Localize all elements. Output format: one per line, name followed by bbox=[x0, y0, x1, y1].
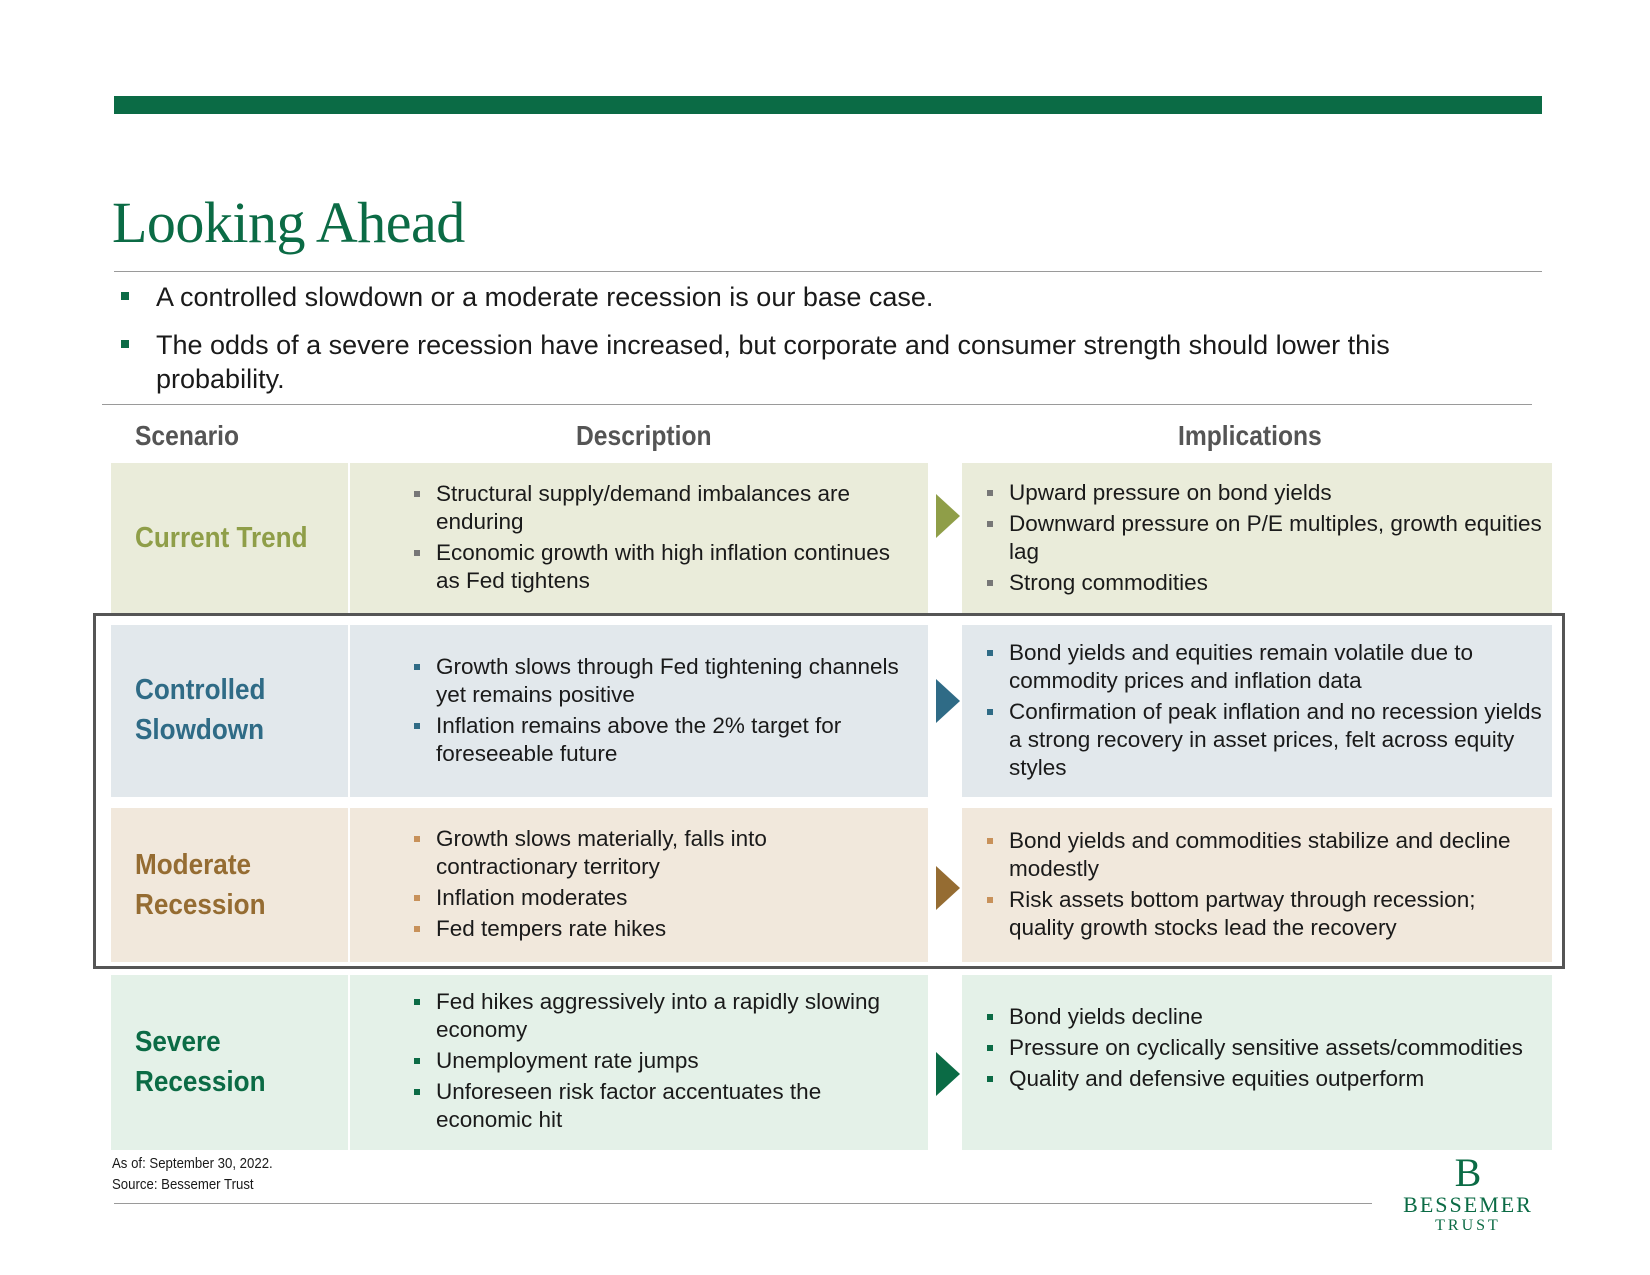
implication-text: Confirmation of peak inflation and no recession yields a strong recovery in asset prices, felt across equity styles bbox=[1009, 699, 1542, 780]
description-text: Economic growth with high inflation continues as Fed tightens bbox=[436, 540, 890, 593]
bullet-square-icon bbox=[987, 521, 993, 527]
column-header-scenario: Scenario bbox=[135, 420, 240, 451]
description-item bbox=[412, 480, 912, 536]
implications-list bbox=[985, 1003, 1545, 1096]
implication-item bbox=[985, 1065, 1545, 1093]
logo-mark-icon: B bbox=[1454, 1150, 1482, 1195]
logo-name-line1: BESSEMER bbox=[1403, 1192, 1533, 1217]
implication-text: Upward pressure on bond yields bbox=[1009, 480, 1332, 505]
implication-text: Quality and defensive equities outperform bbox=[1009, 1066, 1425, 1091]
bullet-square-icon bbox=[987, 490, 993, 496]
source-footnote: Source: Bessemer Trust bbox=[112, 1176, 254, 1193]
title-divider bbox=[114, 271, 1542, 272]
bullet-square-icon bbox=[987, 580, 993, 586]
scenario-label: Current Trend bbox=[135, 522, 308, 554]
base-case-highlight-frame bbox=[93, 613, 1565, 969]
scenario-label: Moderate Recession bbox=[135, 849, 266, 921]
column-header-description: Description bbox=[576, 420, 712, 451]
description-item bbox=[412, 1078, 912, 1134]
bullet-square-icon bbox=[414, 1089, 420, 1095]
description-list bbox=[412, 480, 912, 598]
implication-text: Bond yields and commodities stabilize and decline modestly bbox=[1009, 828, 1511, 881]
arrow-right-icon bbox=[936, 1052, 960, 1096]
footer-divider bbox=[114, 1203, 1372, 1204]
description-text: Growth slows materially, falls into contractionary territory bbox=[436, 826, 767, 879]
description-item bbox=[412, 988, 912, 1044]
implication-item bbox=[985, 1003, 1545, 1031]
bullet-square-icon bbox=[987, 1045, 993, 1051]
bullet-square-icon bbox=[987, 1076, 993, 1082]
implication-item bbox=[985, 1034, 1545, 1062]
logo-name-line2: TRUST bbox=[1435, 1217, 1501, 1234]
intro-bullet-text: The odds of a severe recession have increased, but corporate and consumer strength should lower this probability. bbox=[156, 330, 1390, 394]
bullet-square-icon bbox=[987, 1014, 993, 1020]
bessemer-trust-logo bbox=[1394, 1150, 1542, 1235]
description-text: Fed hikes aggressively into a rapidly slowing economy bbox=[436, 989, 880, 1042]
scenario-label: Severe Recession bbox=[135, 1026, 266, 1098]
implication-text: Bond yields decline bbox=[1009, 1004, 1203, 1029]
implication-text: Downward pressure on P/E multiples, growth equities lag bbox=[1009, 511, 1542, 564]
intro-bullet-text: A controlled slowdown or a moderate recession is our base case. bbox=[156, 282, 934, 312]
implication-item bbox=[985, 569, 1545, 597]
intro-divider bbox=[102, 404, 1532, 405]
description-text: Unemployment rate jumps bbox=[436, 1048, 699, 1073]
column-header-implications: Implications bbox=[1178, 420, 1322, 451]
implication-item bbox=[985, 510, 1545, 566]
description-item bbox=[412, 1047, 912, 1075]
implication-item bbox=[985, 479, 1545, 507]
top-accent-bar bbox=[114, 96, 1542, 114]
description-text: Inflation moderates bbox=[436, 885, 628, 910]
implications-list bbox=[985, 479, 1545, 600]
bullet-square-icon bbox=[414, 999, 420, 1005]
implication-text: Strong commodities bbox=[1009, 570, 1208, 595]
description-list bbox=[412, 988, 912, 1137]
description-text: Fed tempers rate hikes bbox=[436, 916, 667, 941]
intro-bullet bbox=[114, 280, 1434, 314]
description-text: Growth slows through Fed tightening channels yet remains positive bbox=[436, 654, 899, 707]
as-of-footnote: As of: September 30, 2022. bbox=[112, 1155, 273, 1172]
implication-text: Pressure on cyclically sensitive assets/commodities bbox=[1009, 1035, 1523, 1060]
page-title: Looking Ahead bbox=[112, 190, 465, 255]
description-text: Unforeseen risk factor accentuates the economic hit bbox=[436, 1079, 822, 1132]
bullet-square-icon bbox=[121, 292, 129, 300]
implication-text: Bond yields and equities remain volatile due to commodity prices and inflation data bbox=[1009, 640, 1474, 693]
description-item bbox=[412, 539, 912, 595]
bullet-square-icon bbox=[414, 491, 420, 497]
intro-bullet bbox=[114, 328, 1434, 396]
bullet-square-icon bbox=[414, 550, 420, 556]
description-text: Inflation remains above the 2% target for foreseeable future bbox=[436, 713, 842, 766]
bullet-square-icon bbox=[414, 1058, 420, 1064]
description-text: Structural supply/demand imbalances are enduring bbox=[436, 481, 850, 534]
implication-text: Risk assets bottom partway through recession; quality growth stocks lead the recovery bbox=[1009, 887, 1476, 940]
arrow-right-icon bbox=[936, 494, 960, 538]
intro-bullet-list bbox=[114, 280, 1434, 410]
scenario-label: Controlled Slowdown bbox=[135, 674, 266, 746]
bullet-square-icon bbox=[121, 340, 129, 348]
